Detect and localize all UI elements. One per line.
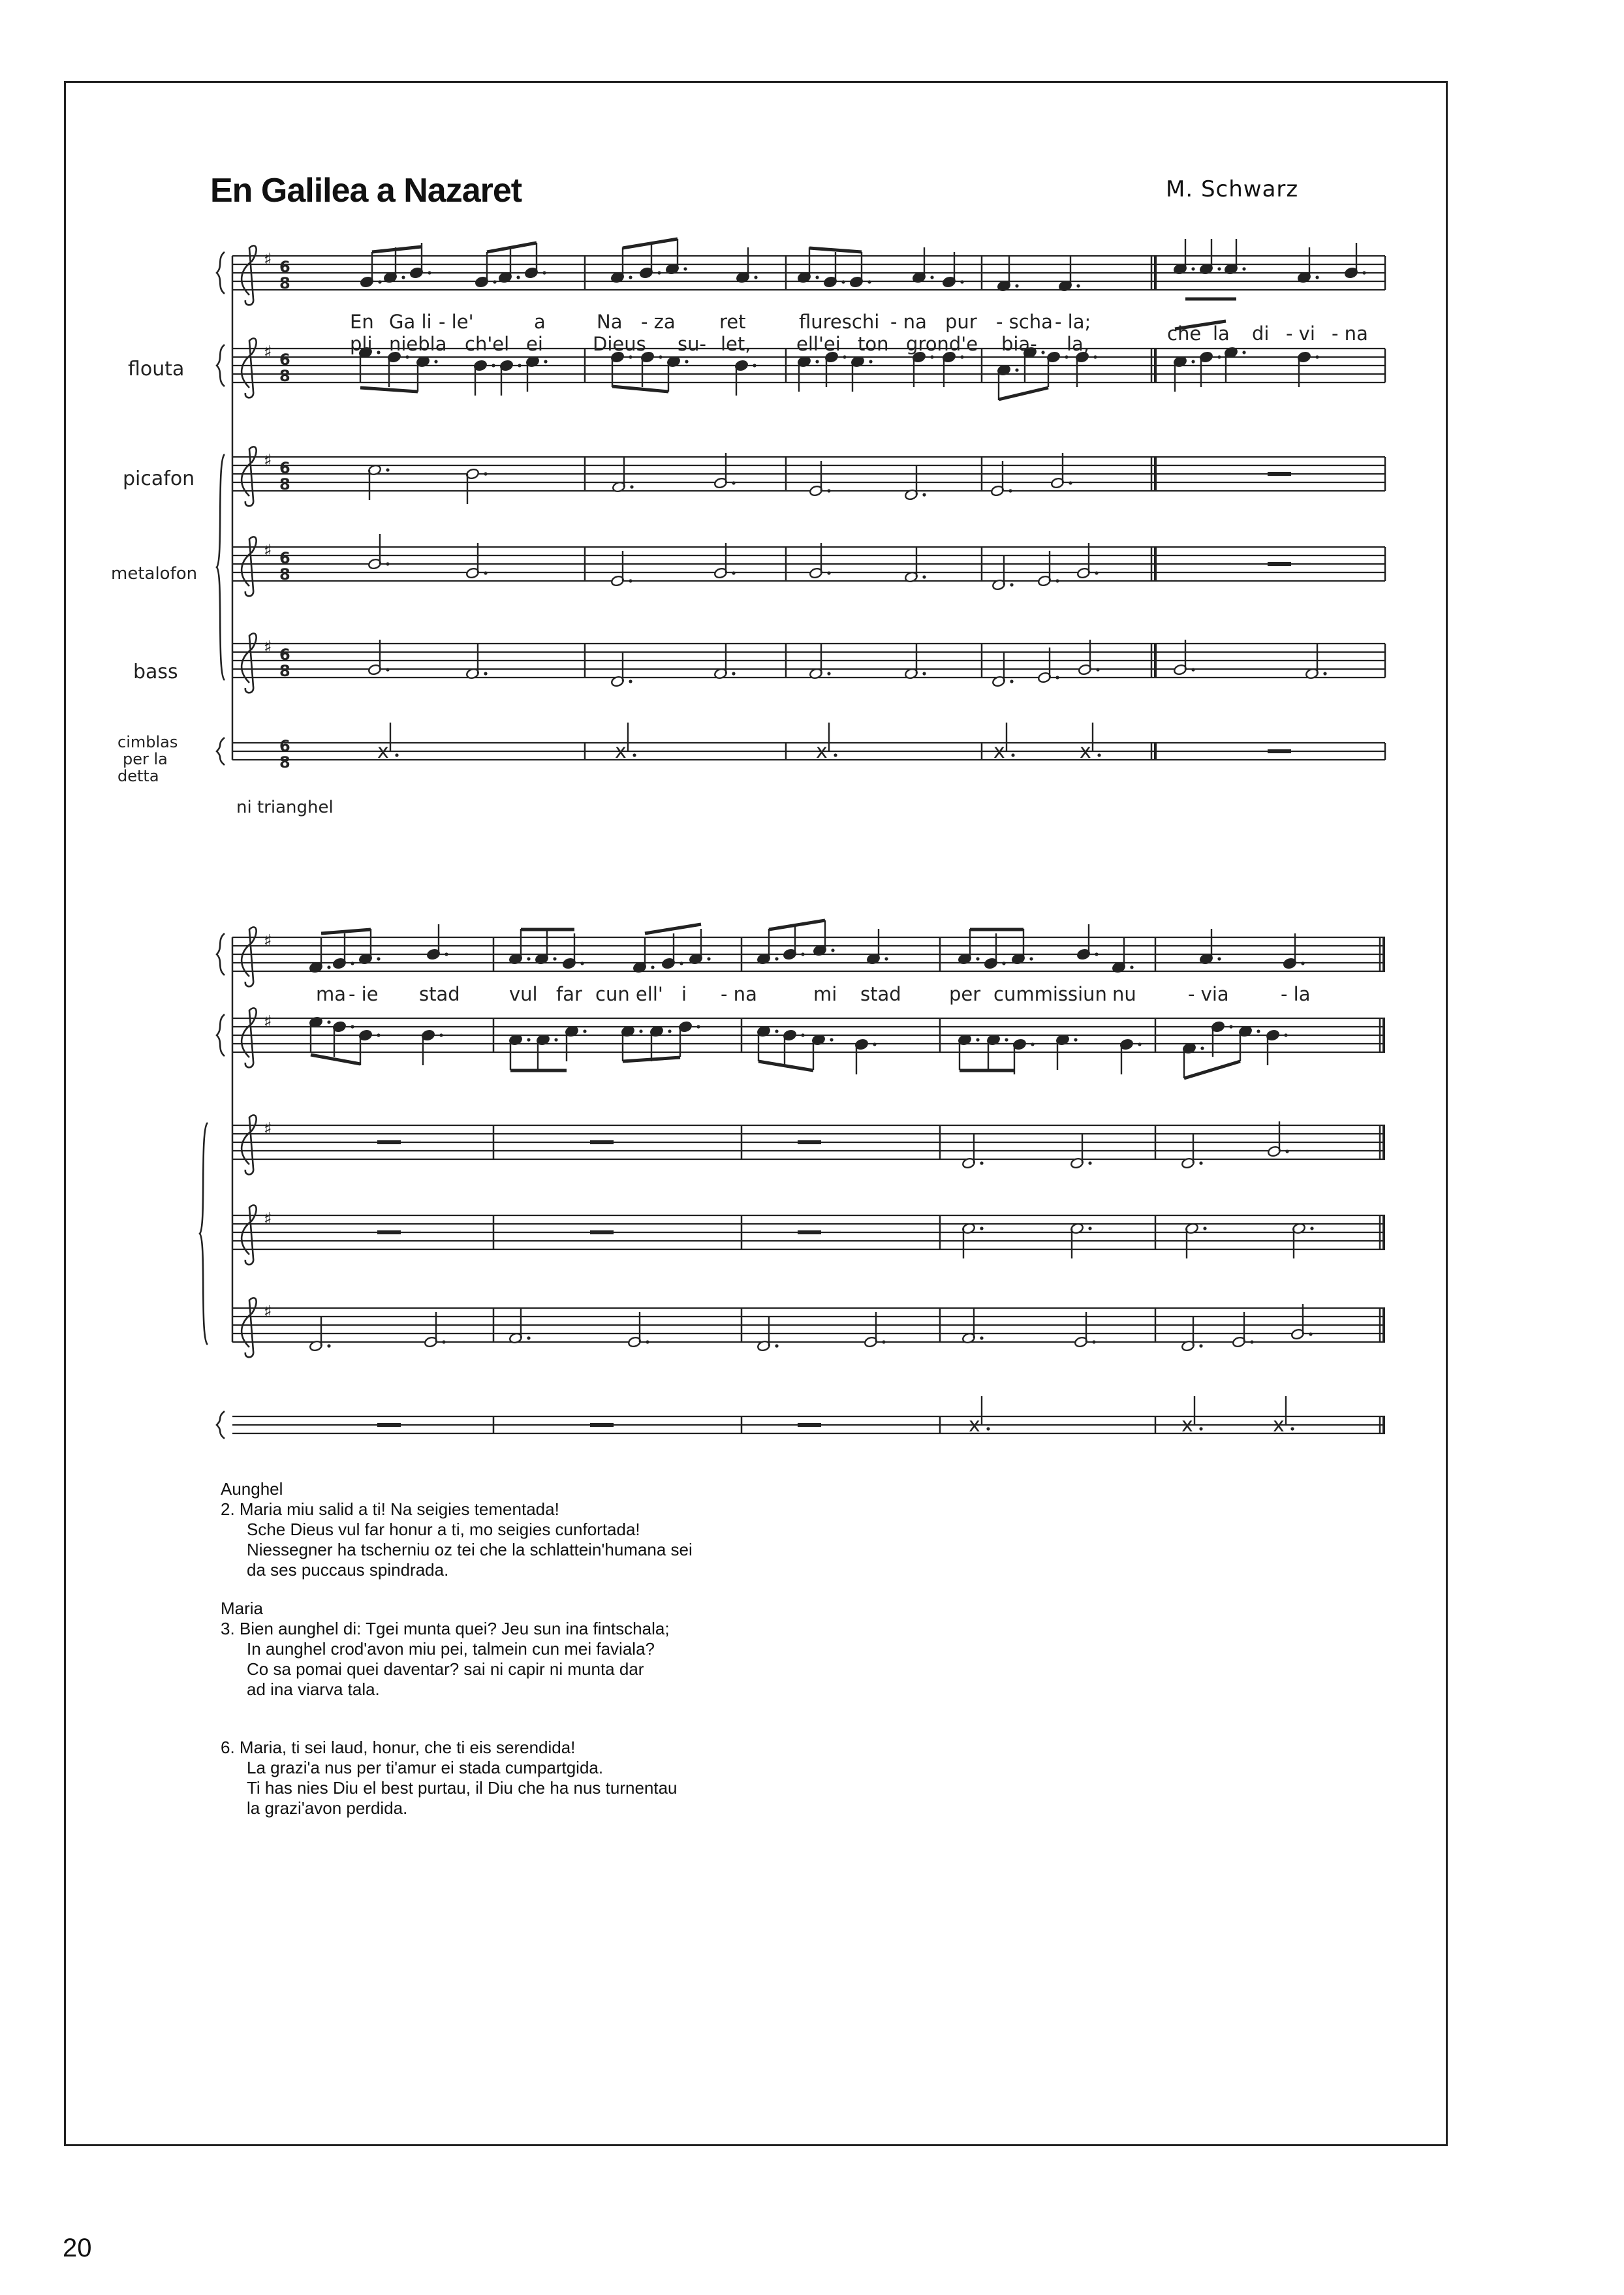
note-dot (553, 957, 556, 960)
note-beam (769, 920, 825, 929)
note-dot (442, 1340, 445, 1343)
key-signature-sharp: ♯ (264, 1012, 272, 1032)
note-dot (1138, 1042, 1141, 1046)
lyric: ch'el (465, 333, 510, 355)
note-dot (1097, 753, 1101, 757)
time-signature-8: 8 (279, 753, 290, 772)
note-dot (732, 481, 735, 484)
lyric: Ga li (389, 311, 432, 333)
note-dot (980, 1226, 983, 1230)
note-beam (645, 924, 701, 933)
note-dot (1055, 579, 1059, 582)
note-beam (999, 388, 1048, 399)
note-dot (527, 957, 530, 960)
note-dot (1257, 1029, 1260, 1033)
time-signature-6: 6 (279, 737, 290, 755)
system-brace (217, 738, 225, 765)
note-beam (623, 239, 678, 248)
verse-line: Ti has nies Diu el best purtau, il Diu che ha nus turnentau (247, 1778, 678, 1798)
time-signature-6: 6 (279, 549, 290, 567)
note-dot (882, 1340, 885, 1343)
page-number: 20 (63, 2234, 92, 2262)
time-signature-6: 6 (279, 646, 290, 664)
note-dot (1076, 284, 1080, 287)
x-notehead: x (377, 740, 389, 763)
note-dot (1362, 271, 1366, 274)
x-notehead: x (615, 740, 627, 763)
verse-singer: Aunghel (221, 1479, 283, 1499)
note-dot (327, 1344, 330, 1347)
note-dot (1229, 1025, 1232, 1028)
instrument-label-picafon: picafon (123, 467, 195, 490)
note-dot (401, 275, 405, 279)
lyric: - scha (996, 311, 1053, 333)
note-dot (980, 1161, 983, 1164)
note-dot (1301, 961, 1304, 965)
note-dot (696, 1025, 700, 1028)
note-dot (386, 468, 389, 471)
note-dot (815, 275, 819, 279)
note-dot (629, 355, 632, 358)
note-dot (775, 1029, 778, 1033)
treble-clef (242, 927, 257, 986)
lyric: - za (641, 311, 676, 333)
note-dot (544, 360, 547, 363)
note-dot (377, 1033, 380, 1037)
key-signature-sharp: ♯ (264, 250, 272, 270)
note-dot (646, 1340, 649, 1343)
lyric: ret (719, 311, 746, 333)
lyric: di (1252, 322, 1270, 345)
lyric: su- (678, 333, 706, 355)
note-beam (612, 386, 668, 392)
note-dot (484, 571, 487, 574)
lyric: che (1167, 322, 1202, 345)
lyric: cummissiun (993, 983, 1107, 1005)
lyric: stad (419, 983, 460, 1005)
note-beam (311, 1055, 360, 1064)
verse-line: In aunghel crod'avon miu pei, talmein cun mei faviala? (247, 1639, 655, 1659)
note-beam (321, 929, 371, 933)
note-dot (1096, 668, 1099, 671)
note-dot (1323, 672, 1326, 675)
note-dot (922, 672, 926, 675)
note-dot (1069, 481, 1072, 484)
note-dot (1217, 355, 1221, 358)
note-dot (527, 1038, 530, 1041)
note-dot (827, 571, 830, 574)
time-signature-8: 8 (279, 662, 290, 680)
note-dot (1015, 284, 1018, 287)
note-dot (1200, 1046, 1204, 1050)
note-dot (351, 961, 354, 965)
note-dot (754, 275, 757, 279)
time-signature-8: 8 (279, 475, 290, 493)
note-dot (930, 355, 933, 358)
note-dot (377, 957, 380, 960)
lyric: - na (890, 311, 927, 333)
instrument-label-bass: bass (133, 661, 178, 683)
lyric: let, (721, 333, 751, 355)
system-brace (217, 252, 225, 294)
cymbal-note: ni trianghel (236, 798, 334, 817)
treble-clef (242, 338, 257, 398)
cimblas-label-line-2: per la (123, 750, 168, 768)
note-dot (386, 668, 389, 671)
verse-line: Niessegner ha tscherniu oz tei che la schlattein'humana sei (247, 1540, 693, 1559)
note-dot (554, 1038, 557, 1041)
lyric: - na (1332, 322, 1368, 345)
key-signature-sharp: ♯ (264, 541, 272, 561)
note-beam (809, 248, 862, 252)
key-signature-sharp: ♯ (264, 343, 272, 362)
note-dot (1041, 351, 1044, 354)
lyric: a (534, 311, 546, 333)
note-dot (1191, 668, 1195, 671)
lyric: cun ell' (595, 983, 663, 1005)
note-dot (484, 472, 487, 475)
note-dot (395, 753, 398, 757)
lyric: pli (350, 333, 373, 355)
lyric: i (681, 983, 687, 1005)
treble-clef (242, 1115, 257, 1174)
key-signature-sharp: ♯ (264, 1302, 272, 1322)
x-notehead: x (993, 740, 1005, 763)
verse-line: 3. Bien aunghel di: Tgei munta quei? Jeu sun ina fintschala; (221, 1619, 670, 1638)
note-dot (980, 1336, 983, 1339)
note-dot (1217, 267, 1221, 270)
note-dot (434, 360, 437, 363)
note-dot (976, 1038, 979, 1041)
note-dot (1315, 275, 1319, 279)
note-dot (542, 271, 546, 274)
note-dot (668, 1029, 671, 1033)
time-signature-6: 6 (279, 351, 290, 369)
note-beam (372, 247, 422, 252)
treble-clef (242, 633, 257, 693)
note-dot (351, 1025, 354, 1028)
note-dot (1065, 355, 1068, 358)
note-beam (360, 388, 418, 392)
note-dot (445, 952, 448, 956)
verse-6 (221, 1738, 693, 1819)
note-dot (679, 961, 683, 965)
x-notehead: x (969, 1414, 980, 1437)
note-dot (377, 351, 380, 354)
note-dot (685, 360, 688, 363)
note-dot (518, 364, 521, 367)
note-dot (428, 271, 431, 274)
lyric: - na (721, 983, 757, 1005)
lyric: bia- (1001, 333, 1037, 355)
lyric: ma (316, 983, 347, 1005)
note-dot (873, 1042, 876, 1046)
note-dot (484, 672, 487, 675)
instrument-label-cimblas (117, 734, 178, 785)
note-dot (976, 957, 979, 960)
verse-line: la grazi'avon perdida. (247, 1798, 408, 1818)
note-dot (753, 364, 756, 367)
lyric: Dieus (593, 333, 646, 355)
note-dot (493, 280, 496, 283)
note-dot (1315, 355, 1319, 358)
lyric: - le' (439, 311, 474, 333)
treble-clef (242, 537, 257, 596)
cimblas-label-line-3: detta (117, 767, 159, 785)
cimblas-label-line-1: cimblas (117, 733, 178, 751)
lyric: - la (1281, 983, 1311, 1005)
x-notehead: x (1273, 1414, 1285, 1437)
note-dot (1002, 961, 1005, 965)
note-dot (1093, 355, 1097, 358)
system-brace (217, 1014, 225, 1056)
note-dot (580, 961, 584, 965)
treble-clef (242, 245, 257, 305)
lyric: la (1213, 322, 1230, 345)
note-dot (327, 1020, 330, 1023)
x-notehead: x (1080, 740, 1091, 763)
time-signature-6: 6 (279, 258, 290, 276)
note-dot (834, 753, 837, 757)
lyric: grond'e (906, 333, 978, 355)
system-brace (217, 1411, 225, 1439)
note-dot (869, 360, 872, 363)
note-dot (1029, 957, 1033, 960)
key-signature-sharp: ♯ (264, 931, 272, 951)
lyric: nu (1112, 983, 1136, 1005)
time-signature-6: 6 (279, 459, 290, 477)
key-signature-sharp: ♯ (264, 451, 272, 471)
treble-clef (242, 446, 257, 506)
lyric: ei (526, 333, 543, 355)
note-dot (659, 355, 662, 358)
note-dot (1309, 1332, 1312, 1335)
note-dot (651, 965, 654, 969)
lyric: far (556, 983, 582, 1005)
verse-singer: Maria (221, 1599, 264, 1618)
lyric: per (949, 983, 981, 1005)
note-beam (758, 1061, 813, 1070)
lyric: ell'ei (796, 333, 841, 355)
note-dot (843, 355, 846, 358)
lyric: niebla (389, 333, 447, 355)
note-dot (815, 360, 819, 363)
verse-line: La grazi'a nus per ti'amur ei stada cumpartgida. (247, 1758, 604, 1777)
note-dot (629, 679, 632, 683)
note-dot (327, 965, 330, 969)
key-signature-sharp: ♯ (264, 1210, 272, 1229)
note-dot (1010, 679, 1013, 683)
note-dot (960, 355, 963, 358)
note-dot (1250, 1340, 1253, 1343)
verse-3 (221, 1599, 693, 1700)
note-dot (801, 952, 804, 956)
note-dot (1005, 1038, 1008, 1041)
note-dot (630, 485, 633, 488)
note-dot (1217, 957, 1221, 960)
lyric: mi (813, 983, 837, 1005)
note-dot (707, 957, 710, 960)
time-signature-8: 8 (279, 565, 290, 584)
note-beam (623, 1057, 680, 1061)
lyric: - ie (349, 983, 379, 1005)
note-dot (1088, 1226, 1091, 1230)
x-notehead: x (816, 740, 828, 763)
lyric: En (350, 311, 374, 333)
note-dot (1191, 267, 1195, 270)
note-dot (632, 753, 636, 757)
note-dot (801, 1033, 804, 1037)
note-dot (1010, 583, 1013, 586)
verse-line: Co sa pomai quei daventar? sai ni capir ni munta dar (247, 1659, 644, 1679)
note-dot (1191, 360, 1195, 363)
treble-clef (242, 1008, 257, 1067)
composer: M. Schwarz (1166, 176, 1299, 202)
note-dot (439, 1033, 443, 1037)
note-dot (405, 355, 409, 358)
x-notehead: x (1181, 1414, 1193, 1437)
verse-2 (221, 1479, 693, 1580)
system-brace (200, 1123, 208, 1345)
note-dot (1199, 1427, 1202, 1430)
note-dot (1203, 1226, 1206, 1230)
verse-line: da ses puccaus spindrada. (247, 1560, 449, 1580)
note-dot (1074, 1038, 1077, 1041)
note-dot (1199, 1344, 1202, 1347)
time-signature-8: 8 (279, 367, 290, 385)
note-dot (922, 493, 926, 496)
lyric: vul (509, 983, 538, 1005)
system-brace (217, 345, 225, 386)
note-dot (1008, 489, 1012, 492)
instrument-label-flouta: flouta (128, 358, 185, 381)
lyric: pur (945, 311, 977, 333)
lyric: flureschi (799, 311, 880, 333)
note-dot (827, 672, 830, 675)
verse-line: Sche Dieus vul far honur a ti, mo seigies cunfortada! (247, 1520, 640, 1539)
note-dot (1285, 1149, 1288, 1153)
note-dot (629, 275, 632, 279)
note-dot (1092, 1340, 1095, 1343)
note-dot (930, 275, 933, 279)
note-dot (683, 267, 687, 270)
note-dot (629, 579, 632, 582)
note-dot (657, 271, 661, 274)
note-dot (1055, 676, 1059, 679)
note-dot (1031, 1042, 1034, 1046)
verse-line: ad ina viarva tala. (247, 1679, 380, 1699)
note-dot (583, 1029, 586, 1033)
verses (221, 1479, 693, 1837)
note-dot (867, 280, 871, 283)
note-dot (1199, 1161, 1202, 1164)
treble-clef (242, 1298, 257, 1357)
key-signature-sharp: ♯ (264, 638, 272, 657)
lyric: - via (1188, 983, 1229, 1005)
note-dot (775, 957, 778, 960)
lyric: la, (1067, 333, 1090, 355)
note-dot (1284, 1033, 1287, 1037)
system-brace (217, 933, 225, 975)
treble-clef (242, 1205, 257, 1264)
note-dot (732, 672, 735, 675)
note-dot (378, 280, 381, 283)
lyric: - la; (1055, 311, 1091, 333)
verse-line: 2. Maria miu salid a ti! Na seigies tementada! (221, 1499, 559, 1519)
note-dot (639, 1029, 642, 1033)
note-dot (1290, 1427, 1294, 1430)
note-dot (841, 280, 845, 283)
note-dot (831, 948, 834, 952)
key-signature-sharp: ♯ (264, 1119, 272, 1139)
note-beam (487, 243, 537, 252)
note-dot (1242, 351, 1245, 354)
note-dot (884, 957, 888, 960)
note-dot (1015, 368, 1018, 371)
note-dot (1011, 753, 1014, 757)
lyric: stad (860, 983, 901, 1005)
note-dot (516, 275, 520, 279)
verse-line: 6. Maria, ti sei laud, honur, che ti eis serendida! (221, 1738, 576, 1757)
note-dot (1242, 267, 1245, 270)
note-dot (1095, 952, 1098, 956)
note-dot (827, 489, 830, 492)
note-dot (775, 1344, 778, 1347)
note-dot (1088, 1161, 1091, 1164)
note-dot (492, 364, 495, 367)
lyric: Na (597, 311, 623, 333)
system-brace (217, 454, 225, 680)
note-dot (922, 575, 926, 578)
note-dot (386, 562, 389, 565)
page-title: En Galilea a Nazaret (210, 172, 522, 210)
lyric: ton (858, 333, 889, 355)
note-dot (986, 1427, 990, 1430)
note-dot (732, 571, 735, 574)
note-dot (1095, 571, 1098, 574)
lyric: - vi (1286, 322, 1315, 345)
note-dot (830, 1038, 833, 1041)
note-beam (1184, 1061, 1240, 1078)
instrument-label-metalofon: metalofon (111, 564, 198, 584)
note-dot (1130, 965, 1133, 969)
note-dot (1310, 1226, 1313, 1230)
note-dot (527, 1336, 530, 1339)
time-signature-8: 8 (279, 274, 290, 292)
note-dot (960, 280, 963, 283)
